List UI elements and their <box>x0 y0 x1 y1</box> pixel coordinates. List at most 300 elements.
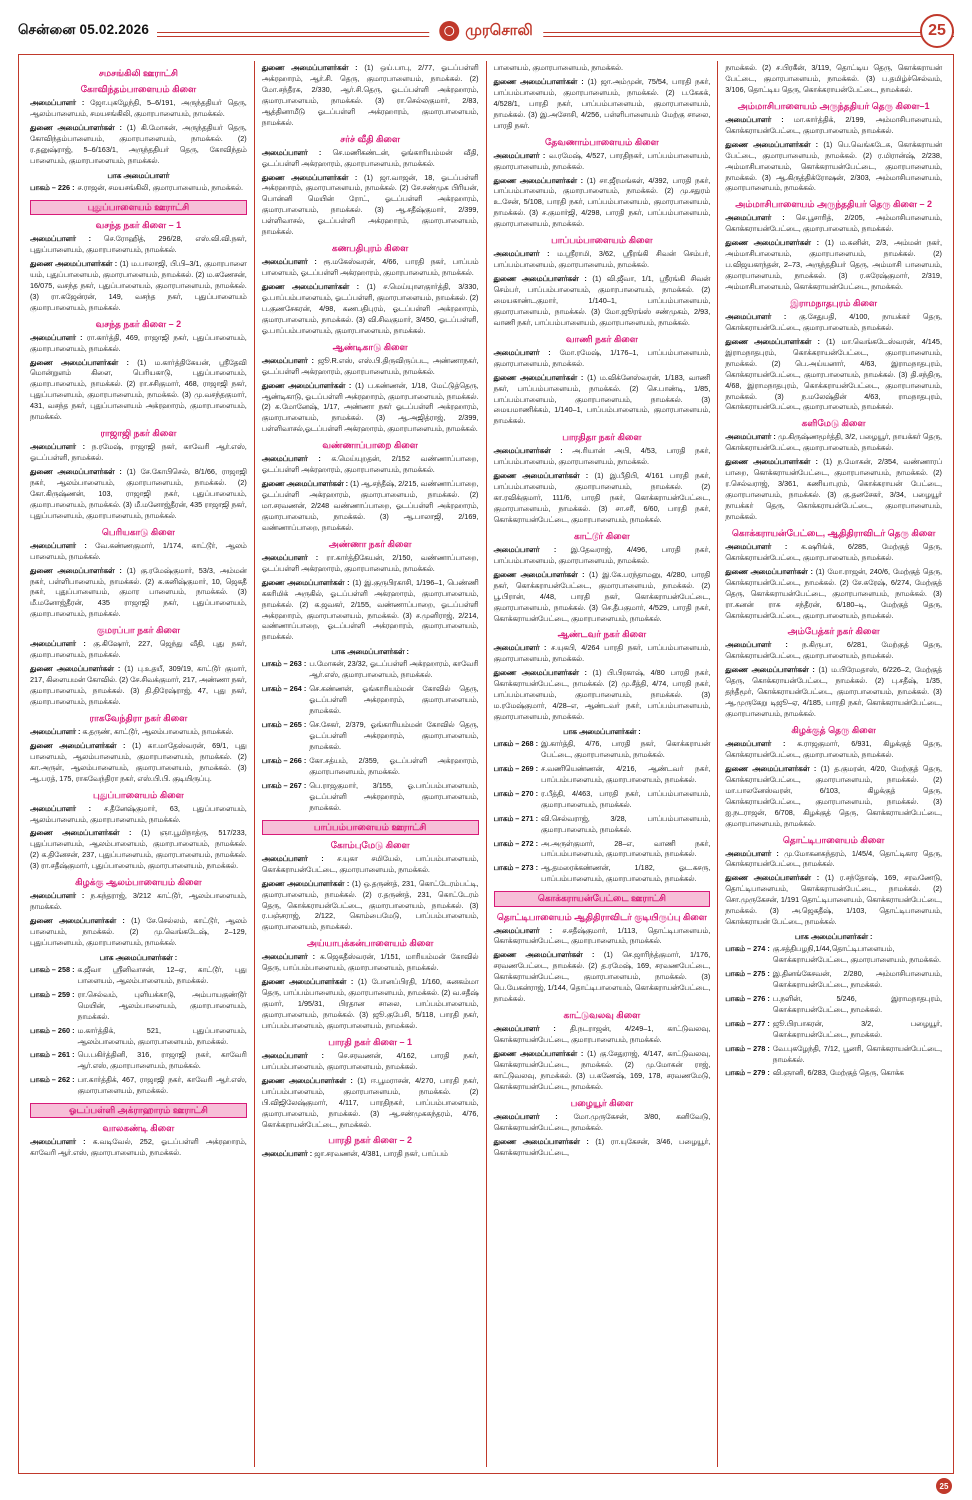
organiser-paragraph <box>725 764 942 830</box>
role-label: அமைப்பாளர் : <box>725 213 785 223</box>
organiser-text: செ.பூசாரித், 2/205, அம்மாசிபாளையம், கொக்கராயன்பேட்டை, குமாரபாளையம், நாமக்கல். <box>725 213 942 234</box>
organiser-text: (1) ஈ.பூமராசன், 4/270, பாரதி நகர், பாப்பம்பாளையம், குமாரபாளையம், நாமக்கல். (2) பி.விஜிலேஷ்குமார், 4/117, பாரதிநகர், பாப்பம்பாளையம், குமாரபாளையம், நாமக்கல். (3) ஆ.சண்முகசுந்தரம், 4/76, கொக்கராயன்பேட்டை, நாமக்கல். <box>261 1075 479 1129</box>
organiser-text: மு.கிருஷ்ணமூர்த்தி, 3/2, பழையூர், நாயக்கர் தெரு, கொக்கராயன்பேட்டை, குமாரபாளையம், நாமக்கல். <box>725 432 943 453</box>
organiser-text: ச.தீனேஷ்குமார், 63, புதுப்பாளையம், ஆலம்பாளையம், குமாரபாளையம், நாமக்கல். <box>30 803 247 824</box>
column-3 <box>486 61 718 1467</box>
organiser-text: (1) ரா.யுகேசன், 3/46, பழையூர், கொக்கராயன்பேட்டை, <box>493 1136 711 1157</box>
organiser-text: (1) செ.ஜாரிந்த்குமார், 1/176, சரவணபேட்டை, நாமக்கல். (2) த.ரமேஷ், 169, சரவணபேட்டை, கொக்கராயன்பேட்டை, குமாரபாளையம், நாமக்கல். (3) பெ.யேகன்ராஜ், 1/144, தொட்டிபாளையம், கொக்கராயன்பேட்டை, நாமக்கல். <box>493 950 711 1004</box>
organiser-paragraph <box>30 123 247 167</box>
organiser-text: (1) ப.கண்ணன், 1/18, மேட்டுத்தெரு, ஆண்டிகாடு, ஓடப்பள்ளி அக்ரஹாரம், குமாரபாளையம், நாமக்கல். (2) சு.மோனேஷ், 1/17, அண்ணா நகர் ஓடப்பள்ளி அக்ரஹாரம், குமாரபாளையம், நாமக்கல். (3) ஆ.அஜித்ராஜ், 2/399, பள்ளிவாசல்,ஓடப்பள்ளி அக்ரஹாரம், குமாரபாளையம், நாமக்கல். <box>261 380 479 434</box>
role-label: துணை அமைப்பாளர்கள் : <box>261 63 358 72</box>
organiser-paragraph <box>494 1024 711 1046</box>
role-label: துணை அமைப்பாளர்கள் : <box>493 372 584 382</box>
role-label: துணை அமைப்பாளர்கள் : <box>261 479 349 489</box>
organiser-text: இ.தேவராஜ், 4/496, பாரதி நகர், பாப்பம்பாளையம், குமாரபாளையம், நாமக்கல். <box>493 544 711 565</box>
role-label: துணை அமைப்பாளர்கள் : <box>725 457 818 467</box>
part-number-label: பாகம் – 271 : <box>493 813 539 823</box>
rising-sun-logo-icon <box>439 21 459 41</box>
part-number-label: பாகம் – 265 : <box>261 720 307 729</box>
branch-heading: வண்ணாப்பாறை கிளை <box>322 440 418 451</box>
organiser-text: (1) ஜா.வாஜன், 18, ஓடப்பள்ளி அக்ரஹாரம், குமாரபாளையம், நாமக்கல். (2) சே.சண்முக பிரியன், பொன்னி மெயின் ரோட், ஓடப்பள்ளி அக்ரஹாரம், குமாரபாளையம், நாமக்கல். (3) ஆ.சதீஷ்குமார், 2/399, பள்ளிவாசல், ஓடப்பள்ளி அக்ரஹாரம், குமாரபாளையம், நாமக்கல். <box>261 172 479 237</box>
role-label: அமைப்பாளர் : <box>30 442 86 452</box>
organiser-text: ந.கிருபா, 6/281, மேற்குத் தெரு, கொக்கராயன்பேட்டை, குமாரபாளையம், நாமக்கல். <box>725 640 942 661</box>
organiser-paragraph <box>725 849 942 871</box>
organiser-text: அ.ரியான் அபி, 4/53, பாரதி நகர், பாப்பம்பாளையம், குமாரபாளையம், நாமக்கல். <box>493 446 711 467</box>
part-organiser-entry <box>725 969 942 991</box>
organiser-paragraph <box>30 541 247 563</box>
part-organiser-name: வி.ஞானி, 6/283, மேற்குத் தெரு, கொக்க <box>772 1068 904 1078</box>
organiser-paragraph <box>262 454 479 476</box>
organiser-text: (1) இ.கே.பரந்தாமனு, 4/280, பாரதி நகர், கொக்கராயன்பேட்டை, குமாரபாளையம், நாமக்கல். (2) பூ.பிரான், 4/48, பாரதி நகர், கொக்கராயன்பேட்டை, குமாரபாளையம், நாமக்கல். (3) செ.தீபகுமார், 4/529, பாரதி நகர், கொக்கராயன்பேட்டை, குமாரபாளையம், நாமக்கல். <box>493 569 711 623</box>
sublist-heading: பாக அமைப்பாளர்கள் : <box>99 952 178 962</box>
part-number-label: பாகம் – 261 : <box>30 1050 75 1060</box>
role-label: துணை அமைப்பாளர்கள் : <box>30 258 118 268</box>
branch-heading: காட்டூர் கிளை <box>574 530 630 541</box>
role-label: அமைப்பாளர் : <box>261 853 324 863</box>
organiser-paragraph <box>262 282 479 337</box>
branch-heading: அய்யாபுக்கன்பாளையம் கிளை <box>306 938 434 949</box>
part-number-label: பாகம் – 264 : <box>261 684 307 694</box>
organiser-paragraph <box>725 665 942 720</box>
organiser-paragraph <box>494 63 711 74</box>
organiser-paragraph <box>494 471 711 526</box>
part-organiser-name: ஜூ.பிரபாகரன், 3/2, பழையூர், கொக்கராயன்பேட்டை, நாமக்கல். <box>772 1018 942 1039</box>
organiser-text: வே.கண்ணகுமார், 1/174, காட்டூர், ஆலம் பாளையம், நாமக்கல். <box>30 540 247 561</box>
part-number-label: பாகம் – 276 : <box>725 993 770 1003</box>
part-organiser-entry <box>30 1050 247 1072</box>
organiser-paragraph <box>262 257 479 279</box>
sublist-heading: பாக அமைப்பாளர் <box>107 170 170 180</box>
organiser-paragraph <box>494 643 711 665</box>
part-organiser-name: ஆ.தமரைக்கண்ணன், 1/182, ஓட.கசரு, பாப்பம்பாளையம், குமாரபாளையம், நாமக்கல். <box>541 863 711 884</box>
role-label: அமைப்பாளர் : <box>30 639 86 649</box>
sublist-heading: பாக அமைப்பாளர்கள் : <box>794 932 873 942</box>
organiser-paragraph <box>494 1049 711 1093</box>
organiser-text: செ.மணிகண்டன், ஓங்காரியம்மன் வீதி, ஓடப்பள்ளி அக்ரஹாரம், குமாரபாளையம், நாமக்கல். <box>261 147 479 168</box>
organiser-text: (1) சா.ஜீரமங்கள், 4/392, பாரதி நகர், பாப்பம்பாளையம், குமாரபாளையம், நாமக்கல். (2) மு.சதுரம் உ.சேன், 5/108, பாரதி நகர், பாப்பம்பாளையம், குமாரபாளையம், நாமக்கல். (3) ச.குமார்ஜி, 4/298, பாரதி நகர், பாப்பம்பாளையம், குமாரபாளையம், நாமக்கல். <box>493 175 711 229</box>
organiser-text: (1) ஒ.தருண்த், 231, கொட்டேரம்பட்டி, குமாரபாளையம், நாமக்கல். (2) ர.தருண்த், 231, கொட்டேரம் தெரு, கொக்கராயன்பேட்டை, குமாரபாளையம், நாமக்கல். (3) ர.பஞ்சராஜ், 2/122, கொம்பைமேடு, பாப்பம்பாளையம், குமாரபாளையம், நாமக்கல். <box>261 878 479 932</box>
organiser-paragraph <box>262 479 479 534</box>
role-label: அமைப்பாளர் : <box>493 1024 556 1034</box>
part-organiser-entry <box>725 994 942 1016</box>
part-organiser-entry <box>262 756 479 778</box>
part-organiser-name: செ.சேகர், 2/379, ஓங்காரியம்மன் கோவில் தெரு, ஓடப்பள்ளி அக்ரஹாரம், குமாரபாளையம், நாமக்கல். <box>309 720 479 751</box>
organiser-paragraph <box>494 77 711 132</box>
role-label: துணை அமைப்பாளர்கள் : <box>30 123 122 133</box>
organiser-paragraph <box>30 1137 247 1159</box>
organiser-paragraph <box>725 213 942 235</box>
part-number-label: பாகம் – 263 : <box>261 659 307 669</box>
part-organiser-name: வே.புகழேந்தி, 7/12, பூனரி, கொக்கராயன்பேட்டை, நாமக்கல். <box>772 1043 942 1064</box>
organiser-text: செ.ரோஹித், 296/28, எஸ்.வி.வி.நகர், புதுப்பாளையம், குமாரபாளையம், நாமக்கல். <box>30 234 247 254</box>
role-label: துணை அமைப்பாளர்கள் : <box>493 950 595 960</box>
role-label: துணை அமைப்பாளர்கள் : <box>493 76 584 86</box>
organiser-paragraph <box>494 348 711 370</box>
organiser-text: தி.நடராஜன், 4/249–1, காட்டுவலவு, கொக்கராயன்பேட்டை, குமாரபாளையம், நாமக்கல். <box>493 1024 711 1044</box>
organiser-paragraph <box>494 446 711 468</box>
role-label: துணை அமைப்பாளர்கள் : <box>30 828 132 838</box>
organiser-text: க.தருண், காட்டூர், ஆலம்பாளையம், நாமக்கல். <box>82 726 234 736</box>
role-label: துணை அமைப்பாளர்கள் : <box>261 282 360 291</box>
organiser-paragraph <box>725 115 942 137</box>
part-number-label: பாகம் – 258 : <box>30 964 75 974</box>
organiser-text: க.வடிவேல், 252, ஓடப்பள்ளி அக்ரஹாரம், காவேரி ஆர்.எஸ், குமாரபாளையம், நாமக்கல். <box>30 1137 247 1158</box>
role-label: துணை அமைப்பாளர்கள் : <box>493 1136 589 1146</box>
branch-heading: தொட்டிபாளையம் ஆதிதிராவிடர் குடியிருப்பு கிளை <box>496 911 707 922</box>
edition-date: சென்னை 05.02.2026 <box>18 22 157 40</box>
organiser-paragraph <box>30 358 247 424</box>
role-label: அமைப்பாளர் : <box>725 311 787 321</box>
branch-heading: கொக்கராயன்பேட்டை, ஆதிதிராவிடர் தெரு கிளை <box>731 527 936 538</box>
branch-heading: பாரதிதா நகர் கிளை <box>562 432 642 443</box>
part-organiser-entry <box>494 839 711 861</box>
role-label: துணை அமைப்பாளர்கள் : <box>493 175 584 185</box>
part-organiser-name: வி.செல்வராஜ், 3/28, பாப்பம்பாளையம், குமாரபாளையம், நாமக்கல். <box>541 813 711 834</box>
branch-heading: தொட்டிபாளையம் கிளை <box>782 834 885 845</box>
organiser-paragraph <box>262 578 479 644</box>
role-label: துணை அமைப்பாளர்கள் : <box>30 664 121 674</box>
organiser-text: வ.ரமேஷ், 4/527, பாரதிநகர், பாப்பம்பாளையம், குமாரபாளையம், நாமக்கல். <box>493 150 711 171</box>
organiser-text: ரா.கார்த்திகேயன், 2/150, வண்ணாப்பாறை, ஓடப்பள்ளி அக்ரஹாரம், குமாரபாளையம், நாமக்கல். <box>261 552 479 573</box>
organiser-text: மோ.ரமேஷ், 1/176–1, பாப்பம்பாளையம், குமாரபாளையம், நாமக்கல். <box>493 347 711 368</box>
part-number-label: பாகம் – 260 : <box>30 1025 75 1035</box>
organiser-paragraph <box>725 63 942 96</box>
organiser-text: (1) ஜா.அம்முன், 75/54, பாரதி நகர், பாப்பம்பாளையம், குமாரபாளையம், நாமக்கல். (2) ப.கேசுக், 4/528/1, பாரதி நகர், பாப்பம்பாளையம், குமாரபாளையம், நாமக்கல். (3) இ.அசோசி, 4/256, பள்ளிபாளையம் மேற்கு சாலை, பாரதி நகர். <box>493 76 711 130</box>
branch-heading: கணபதிபுரம் கிளை <box>331 243 409 254</box>
organiser-text: ம.ஸ்ரீராமி, 3/62, ஸ்ரீரங்கி சிவன் செம்பர், பாப்பம்பாளையம், குமாரபாளையம், நாமக்கல். <box>493 249 711 270</box>
branch-heading: வசந்த நகர் கிளை – 1 <box>95 220 182 231</box>
role-label: துணை அமைப்பாளர்கள் : <box>725 763 817 773</box>
role-label: அமைப்பாளர் : <box>261 257 317 267</box>
organiser-text: மு.மோகனசுந்தரம், 1/45/4, தொட்டிகார தெரு, கொக்கராயன்பேட்டை, நாமக்கல். <box>725 848 942 869</box>
role-label: அமைப்பாளர் : <box>30 726 81 736</box>
organiser-paragraph <box>30 727 247 738</box>
footer-page-number: 25 <box>936 1478 952 1494</box>
branch-heading: அண்ணா நகர் கிளை <box>328 538 412 549</box>
part-number-label: பாகம் – 279 : <box>725 1068 770 1078</box>
organiser-text: (1) ம.பாலாஜி, பி.பி–3/1, குமாரபாளை யம், புதுப்பாளையம், குமாரபாளையம், நாமக்கல். (2) ம.கணேசன், 16/075, வசந்த நகர், புதுப்பாளையம், குமாரபாளையம், நாமக்கல். (3) ரா.கஜேன்ரன், 149, வசந்த நகர், புதுப்பாளையம் குமாரபாளையம், நாமக்கல். <box>30 258 247 312</box>
role-label: அமைப்பாளர் : <box>493 643 547 653</box>
role-label: துணை அமைப்பாளர்கள் : <box>725 139 819 149</box>
role-label: அமைப்பாளர்கள் : <box>493 446 563 456</box>
role-label: துணை அமைப்பாளர்கள் : <box>725 873 820 883</box>
organiser-text: (1) பி.பிரகாஷ், 4/80 பாரதி நகர், கொக்கராயன்பேட்டை, நாமக்கல். (2) மு.சீத்தி, 4/74, பாரதி நகர், பாப்பம்பாளையம், குமாரபாளையம், நாமக்கல். (3) ம.ரமேஷ்குமார், 4/28–எ, ஆண்டவர் நகர், பாப்பம்பாளையம், குமாரபாளையம், நாமக்கல். <box>493 668 711 722</box>
role-label: துணை அமைப்பாளர்கள் : <box>30 467 122 476</box>
organiser-text: (1) வி.ஜீவா, 1/1, ஸ்ரீரங்கி சிவன் செம்பர், பாப்பம்பாளையம், குமாரபாளையம், நாமக்கல். (2) மையகாண்டகுமார், 1/140–1, பாப்பம்பாளையம், குமாரபாளையம், நாமக்கல். (3) மோ.ஜூரங்ஸ் சண்முகம், 2/93, வாணி நகர், பாப்பம்பாளையம், குமாரபாளையம், நாமக்கல். <box>493 274 711 327</box>
branch-heading: காட்டுவலவு கிளை <box>563 1010 641 1021</box>
role-label: அமைப்பாளர் : <box>30 234 92 244</box>
role-label: அமைப்பாளர் : <box>30 332 83 342</box>
organiser-paragraph <box>494 545 711 567</box>
branch-heading: வசந்த நகர் கிளை – 2 <box>95 318 182 329</box>
role-label: அமைப்பாளர் : <box>725 848 779 858</box>
organiser-text: (1) ஞா.பூமிநாத்ரு, 517/233, புதுப்பாளையம், ஆலம்பாளையம், குமாரபாளையம், நாமக்கல். (2) க.தினேசன், 237, புதுப்பாளையம், குமாரபாளையம், நாமக்கல். (3) ரா.சதீஷ்குமார், புதுப்பாளையம், குமாரபாளையம், நாமக்கல். <box>30 828 247 871</box>
organiser-paragraph <box>725 140 942 195</box>
organiser-paragraph <box>262 1076 479 1131</box>
page-number-badge: 25 <box>920 14 954 48</box>
part-number-label: பாகம் – 273 : <box>493 863 539 873</box>
part-organiser-name: பா.கார்த்திக், 467, ராஜாஜி நகர், காவேரி ஆர்.எஸ், குமாரபாளையம், நாமக்கல். <box>77 1075 247 1096</box>
organiser-paragraph <box>30 234 247 256</box>
role-label: அமைப்பாளர் : <box>30 540 87 550</box>
branch-heading: ராஜாஜி நகர் கிளை <box>100 428 177 439</box>
organiser-paragraph <box>494 176 711 231</box>
part-organiser-entry <box>262 659 479 681</box>
branch-heading: ராகவேந்திரா நகர் கிளை <box>89 712 188 723</box>
role-label: துணை அமைப்பாளர்கள் : <box>725 566 813 576</box>
organiser-text: க.ஷரிங்க், 6/285, மேற்குத் தெரு, கொக்கராயன்பேட்டை, குமாரபாளையம், நாமக்கல். <box>725 541 942 562</box>
organiser-paragraph <box>725 337 942 414</box>
part-organiser-entry <box>494 764 711 786</box>
part-number-label: பாகம் – 262 : <box>30 1075 75 1085</box>
organiser-text: ச.சதீஷ்குமார், 1/113, தொட்டிபாளையம், கொக்கராயன்பேட்டை, குமாரபாளையம், நாமக்கல். <box>493 925 711 946</box>
part-number-label: பாகம் – 277 : <box>725 1018 770 1028</box>
organiser-paragraph <box>30 333 247 355</box>
role-label: துணை அமைப்பாளர்கள் : <box>261 577 350 587</box>
part-organiser-name: செ.கண்ணன், ஓங்காரியம்மன் கோவில் தெரு, ஓடப்பள்ளி அக்ரஹாரம், குமாரபாளையம், நாமக்கல். <box>309 684 479 716</box>
organiser-text: (1) பெ.வெங்கடேசு, கொக்கராயன் பேட்டை, குமாரபாளையம், நாமக்கல். (2) ர.மிரான்ஷ், 2/238, அம்மாசிபாளையம், கொக்கராயன்பேட்டை, குமாரபாளையம், நாமக்கல். (3) ஆ.கிருத்திக்ரோஷன், 2/303, அம்மாசிபாளையம், குமாரபாளையம், நாமக்கல். <box>725 139 942 193</box>
masthead <box>18 14 954 48</box>
part-organiser-name: ர.பீத்தி, 4/463, பாரதி நகர், பாப்பம்பாளையம், குமாரபாளையம், நாமக்கல். <box>541 788 711 809</box>
role-label: துணை அமைப்பாளர்கள் : <box>725 665 815 675</box>
organiser-paragraph <box>262 356 479 378</box>
organiser-text: (1) ர.சந்தோஷ், 169, சரவணேடு, தொட்டிபாளையம், கொக்கராயன்பேட்டை, நாமக்கல். (2) சொ.முருகேசன், 1/191 தொட்டிபாளையம், கொக்கராயன்பேட்டை, நாமக்கல். (3) அ.ஜெகதீஷ், 1/103, தொட்டிபாளையம், கொக்கராயன் பேட்டை, நாமக்கல். <box>725 873 942 927</box>
part-organiser-name: பெ.ராஜகுமார், 3/155, ஓ.பாப்பம்பாளையம், ஓடப்பள்ளி அக்ரஹாரம், குமாரபாளையம், நாமக்கல். <box>309 780 479 812</box>
part-organiser-name: கு.சத்திபழநி,1/44,தொட்டிபாளையம், கொக்கராயன்பேட்டை, குமாரபாளையம், நாமக்கல். <box>772 944 941 964</box>
role-label: அமைப்பாளர் : <box>261 454 321 464</box>
organiser-paragraph <box>262 977 479 1032</box>
role-label: அமைப்பாளர் : <box>493 249 550 259</box>
organiser-paragraph <box>494 950 711 1005</box>
part-organiser-entry <box>30 1026 247 1048</box>
part-organiser-name: ப.மோகன், 23/32, ஓடப்பள்ளி அக்ரஹாரம், காவேரி ஆர்.எஸ், குமாரபாளையம், நாமக்கல். <box>309 659 479 680</box>
role-label: துணை அமைப்பாளர்கள் : <box>261 380 352 390</box>
part-organiser-name: ப.நளின், 5/246, இராமநாதபுரம், கொக்கராயன்பேட்டை, நாமக்கல். <box>772 993 942 1014</box>
branch-heading: ஆண்டவர் நகர் கிளை <box>557 629 647 640</box>
organiser-text: (1) போனப்பிரதி, 1/160, கனகம்மா தெரு, பாப்பம்பாளையம், குமாரபாளையம், நாமக்கல். (2) வ.சதீஷ் குமார், 1/95/31, பிரதான சாலை, பாப்பம்பாளையம், குமாரபாளையம், நாமக்கல். (3) ஜூ.குபேசி, 5/118, பாரதி நகர், பாப்பம்பாளையம், குமாரபாளையம், நாமக்கல். <box>261 977 479 1030</box>
columns-frame <box>18 54 954 1474</box>
branch-heading: அம்மாசிபாளையம் அருந்ததியர் தெரு கிளை–1 <box>737 100 930 111</box>
part-organiser-entry <box>494 863 711 885</box>
organiser-text: (1) கா.மாதேஸ்வரன், 69/1, புது பாளையம், ஆலம்பாளையம், குமாரபாளையம், நாமக்கல். (2) கா.அருள், ஆலம்பாளையம், குமாரபாளையம், நாமக்கல். (3) ஆ.பரத், 175, ராகவேந்திரா நகர், எஸ்.பி.பி. குடியிருப்பு. <box>30 740 247 783</box>
organiser-paragraph <box>725 312 942 334</box>
part-organiser-name: ச.ராஜன், சமயசங்கிலி, குமாரபாளையம், நாமக்கல். <box>77 182 244 192</box>
role-label: அமைப்பாளர் : <box>261 355 314 365</box>
organiser-text: (1) ம.பிரேமதாஸ், 6/226–2, மேற்குத் தெரு, கொக்கராயன்பேட்டை, நாமக்கல். (2) பு.சதீஷ், 1/35, தந்தீமூர், கொக்கராயன்பேட்டை, குமாரபாளையம், நாமக்கல். (3) ஆ.முருகேறு டிஜூ–ஏ, 4/185, பாரதி நகர், கொக்கராயன்பேட்டை, குமாரபாளையம், நாமக்கல். <box>725 665 943 719</box>
role-label: அமைப்பாளர் : <box>493 925 553 935</box>
part-number-label: பாகம் – 269 : <box>493 763 539 773</box>
ward-heading-boxed: புதுப்பாளையம் ஊராட்சி <box>30 200 247 215</box>
organiser-text: (1) சே.செல்லம், காட்டூர், ஆலம் பாளையம், நாமக்கல். (2) மு.வெங்கடேஷ், 2–129, புதுப்பாளையம், குமாரபாளையம், நாமக்கல். <box>30 916 247 947</box>
branch-heading: வாலகண்டி கிளை <box>102 1123 175 1134</box>
organiser-paragraph <box>30 804 247 826</box>
organiser-paragraph <box>262 148 479 170</box>
part-organiser-name: அ.அருள்குமார், 28–எ, வாணி நகர், பாப்பம்பாளையம், குமாரபாளையம், நாமக்கல். <box>541 838 711 859</box>
organiser-text: (1) மா.வெங்கடேஸ்வரன், 4/145, இராமநாதபுரம், கொக்கராயன்பேட்டை, குமாரபாளையம், நாமக்கல். (2) பெ.அய்யனார், 4/63, இராமநாதபுரம், கொக்கராயன்பேட்டை, குமாரபாளையம், நாமக்கல். (3) தி.சந்திரு, 4/68, இராமநாதபுரம், கொக்கராயன்பேட்டை, குமாரபாளையம், நாமக்கல். (3) ந.மலேஷ்தின் 4/63, ராமநாதபுரம், கொக்கராயன்பேட்டை, குமாரபாளையம், நாமக்கல். <box>725 336 942 412</box>
role-label: அமைப்பாளர் : <box>261 1149 313 1159</box>
organiser-paragraph <box>494 373 711 428</box>
organiser-text: (1) சே.கோபிசெல், 8/1/66, ராஜாஜி நகர், ஆலம்பாளையம், குமாரபாளையம், நாமக்கல். (2) கோ.கிருஷ்ணன், 103, ராஜாஜி நகர், புதுப்பாளையம், குமாரபாளையம், நாமக்கல். (3) மீ.மனோஜ்தீரன், 435 ராஜாஜி நகர், புதுப்பாளையம், குமாரபாளையம், நாமக்கல். <box>30 467 247 520</box>
part-organiser-name: இ.தினங்கேசவன், 2/280, அம்மாசிபாளையம், கொக்கராயன்பேட்டை, நாமக்கல். <box>772 968 942 989</box>
organiser-paragraph <box>494 570 711 625</box>
organiser-text: ஜோ.புகழேந்தி, 5–6/191, அருந்ததியர் தெரு, ஆலம்பாளையம், சமயசங்கிலி, குமாரபாளையம், நாமக்கல். <box>30 98 247 119</box>
organiser-paragraph <box>30 639 247 661</box>
part-organiser-entry <box>30 965 247 987</box>
part-number-label: பாகம் – 275 : <box>725 968 770 978</box>
role-label: துணை அமைப்பாளர்கள் : <box>30 740 126 750</box>
organiser-text: (1) ச.மெய்யுாளகுார்த்தி, 3/330, ஓ.பாப்பம்பாளையம், ஓடப்பள்ளி, குமாரபாளையம், நாமக்கல். (2) ப.குணசேகரன், 4/98, கணபதிபுரம், ஓடப்பள்ளி அக்ரஹாரம், குமாரபாளையம், நாமக்கல். (3) வி.சிவகுமார், 3/450, ஓடப்பள்ளி, ஓ.பாப்பம்பாளையம், குமாரபாளையம், நாமக்கல். <box>261 282 479 335</box>
part-organiser-name: ரா.செல்வம், புளியக்காடு, அம்பாயகுண்டூர் மெயின், ஆலம்பாளையம், குமாரபாளையம், நாமக்கல். <box>77 989 247 1021</box>
organiser-text: மோ.முருகேசன், 3/80, கனிவேடு, கொக்கராயன்பேட்டை, நாமக்கல். <box>493 1111 711 1132</box>
organiser-text: (1) ம.விக்னேஸ்வரன், 1/183, வாணி நகர், பாப்பம்பாளையம், நாமக்கல். (2) செ.பாண்டி, 1/85, பாப்பம்பாளையம், குமாரபாளையம், நாமக்கல். (3) மையமாணிக்கம், 1/140–1, பாப்பம்பாளையம், குமாரபாளையம், நாமக்கல். <box>493 372 711 426</box>
branch-heading: தேவணாம்பாளையம் கிளை <box>544 136 659 147</box>
column-1 <box>23 61 254 1467</box>
role-label: துணை அமைப்பாளர்கள் : <box>30 357 129 367</box>
part-number-label: பாகம் – 272 : <box>493 838 539 848</box>
organiser-text: ஜா.சரவணன், 4/381, பாரதி நகர், பாப்பம் <box>314 1149 448 1159</box>
organiser-paragraph <box>262 381 479 436</box>
organiser-paragraph <box>262 63 479 129</box>
role-label: துணை அமைப்பாளர்கள் : <box>725 336 820 346</box>
organiser-text: (1) பு.உதயீ, 309/19, காட்டூர் குமார், 217, கிளையமன் கோவில். (2) சே.சிவக்குமார், 217, அண்ணா நகர், குமாரபாளையம், நாமக்கல். (3) தி.திரேஷ்ராஜ், 47, புது நகர், குமாரபாளையம், நாமக்கல். <box>30 664 247 706</box>
part-organiser-entry <box>262 684 479 717</box>
organiser-text: (1) ஒய்.பாபு, 2/77, ஓடப்பள்ளி அக்ரஹாரம், ஆர்.சி. தெரு, குமாரபாளையம், நாமக்கல். (2) மோ.சந்தீரசு, 2/330, ஆர்.சி.தெரு, ஓடப்பள்ளி அக்ரஹாரம், குமாரபாளையம், நாமக்கல். (3) ரா.செல்லகுமார், 2/83, ஆத்தினாமீடு ஓடப்பள்ளி அக்ரஹாரம், குமாரபாளையம், நாமக்கல். <box>261 63 479 127</box>
organiser-text: ஜூ.R.எஸ், எஸ்.பி.திருவிருப்பட, அண்ணாநகர், ஓடப்பள்ளி அக்ரஹாரம், குமாரபாளையம், நாமக்கல். <box>261 355 479 376</box>
organiser-text: க.ஜெகதீஸ்வரன், 1/151, மாரியம்மன் கோவில் தெரு, பாப்பம்பாளையம், குமாரபாளையம், நாமக்கல். <box>261 952 479 973</box>
role-label: அமைப்பாளர் : <box>725 114 784 124</box>
part-organiser-name: பெ.பகிர்த்தினி, 316, ராஜாஜி நகர், காவேரி ஆர்.எஸ், குமாரபாளையம், நாமக்கல். <box>77 1050 247 1071</box>
role-label: அமைப்பாளர் : <box>261 952 316 962</box>
organiser-paragraph <box>262 553 479 575</box>
part-organiser-entry <box>30 1075 247 1097</box>
branch-heading: இராமநாதபுரம் கிளை <box>790 297 878 308</box>
part-organiser-entry <box>494 739 711 761</box>
organiser-paragraph <box>494 151 711 173</box>
organiser-paragraph <box>494 274 711 329</box>
organiser-paragraph <box>262 1149 479 1160</box>
part-number-label: பாகம் – 278 : <box>725 1043 770 1053</box>
part-number-label: பாகம் – 267 : <box>261 780 307 790</box>
organiser-paragraph <box>725 873 942 928</box>
publication-name: முரசொலி <box>465 21 533 39</box>
part-number-label: பாகம் – 259 : <box>30 989 75 999</box>
role-label: துணை அமைப்பாளர்கள் : <box>261 172 358 182</box>
part-organiser-name: ம.கார்த்திக், 521, புதுப்பாளையம், ஆலம்பாளையம், குமாரபாளையம், நாமக்கல். <box>77 1025 247 1046</box>
ward-heading-boxed: கொக்கராயன்பேட்டை ஊராட்சி <box>494 891 711 906</box>
branch-heading: அம்பேத்கர் நகர் கிளை <box>787 626 880 637</box>
organiser-paragraph <box>725 432 942 454</box>
part-organiser-name: ச.வணியெண்ணன், 4/216, ஆண்டவர் நகர், பாப்பம்பாளையம், குமாரபாளையம், நாமக்கல். <box>541 763 711 784</box>
organiser-paragraph <box>725 542 942 564</box>
part-organiser-entry <box>262 781 479 814</box>
role-label: அமைப்பாளர் : <box>30 891 85 901</box>
branch-heading: புதுப்பாளையம் கிளை <box>93 789 184 800</box>
branch-heading: பாரதி நகர் கிளை – 2 <box>328 1135 412 1146</box>
organiser-text: நாமக்கல். (2) ச.பிரகீன், 3/119, தொட்டிய தெரு, கொக்கராயன் பேட்டை, குமாரபாளையம், நாமக்கல். (3) ப.தமிழ்ச்செல்வம், 3/106, தொட்டிய தெரு, கொக்கராயன்பேட்டை, நாமக்கல். <box>725 63 942 94</box>
organiser-text: (1) ம.கனின், 2/3, அம்மன் நகர், அம்மாசிபாளையம், குமாரபாளையம், நாமக்கல். (2) ப.விஜயகாந்தன், 2–73, அருந்ததியர் தெரு, அம்மாசி பாளையம், குமாரபாளையம், நாமக்கல். (3) ர.சுரேஷ்குமார், 2/319, அம்மாசிபாளையம், கொக்கராயன்பேட்டை, நாமக்கல். <box>725 238 943 291</box>
branch-heading: கோம்புமேடு கிளை <box>330 839 410 850</box>
organiser-paragraph <box>262 879 479 934</box>
part-organiser-entry <box>494 814 711 836</box>
organiser-text: க.மெய்யுறதன், 2/152 வண்ணாப்பாறை, ஓடப்பள்ளி அக்ரஹாரம், குமாரபாளையம், நாமக்கல். <box>261 454 479 475</box>
part-organiser-entry <box>494 789 711 811</box>
part-organiser-name: கோ.சத்யம், 2/359, ஓடப்பள்ளி அக்ரஹாரம், குமாரபாளையம், நாமக்கல். <box>309 755 479 776</box>
organiser-paragraph <box>494 1112 711 1134</box>
part-organiser-entry <box>725 1044 942 1066</box>
part-number-label: பாகம் – 226 : <box>30 182 75 192</box>
organiser-text: மா.கார்த்திக், 2/199, அம்மாசிபாளையம், கொக்கராயன்பேட்டை, குமாரபாளையம், நாமக்கல். <box>725 114 942 135</box>
organiser-text: (1) த.குமரன், 4/20, மேற்குத் தெரு, கொக்கராயன்பேட்டை, குமாரபாளையம், நாமக்கல். (2) மா.பாலனேஸ்வரன், 6/103, கிழக்குத் தெரு, கொக்கராயன்பேட்டை, குமாரபாளையம், நாமக்கல். (3) ஐ.நடராஜன், 6/708, கிழக்குத் தெரு, கொக்கராயன்பேட்டை, குமாரபாளையம், நாமக்கல். <box>725 763 942 828</box>
organiser-text: (1) ஆ.சந்தீஷ், 2/215, வண்ணாப்பாறை, ஓடப்பள்ளி அக்ரஹாரம், குமாரபாளையம், நாமக்கல். (2) மா.சரவணன், 2/248 வண்ணாப்பாறை, ஓடப்பள்ளி அக்ரஹாரம், குமாரபாளையம், நாமக்கல். (3) ஆ.பாலாஜி, 2/169, வண்ணாப்பாறை, நாமக்கல். <box>261 479 479 532</box>
organiser-paragraph <box>725 238 942 293</box>
role-label: அமைப்பாளர் : <box>725 541 788 551</box>
organiser-paragraph <box>494 668 711 723</box>
organiser-text: (1) இ.பீதிபி, 4/161 பாரதி நகர், பாப்பம்பாளையம், குமாரபாளையம், நாமக்கல். (2) கா.ரவிக்குமார், 111/6, பாரதி நகர், கொக்கராயன்பேட்டை, குமாரபாளையம், நாமக்கல். (3) சா.சரீ, 6/60, பாரதி நகர், கொக்கராயன்பேட்டை, குமாரபாளையம், நாமக்கல். <box>493 471 711 524</box>
organiser-text: கு.சேதுபதி, 4/100, நாயக்கர் தெரு, கொக்கராயன்பேட்டை, குமாரபாளையம், நாமக்கல். <box>725 311 942 332</box>
branch-heading: பாரதி நகர் கிளை – 1 <box>328 1036 412 1047</box>
role-label: துணை அமைப்பாளர்கள் : <box>30 565 122 575</box>
branch-heading: குமரப்பா நகர் கிளை <box>96 625 180 636</box>
branch-heading: சர்ச் வீதி கிளை <box>340 133 400 144</box>
part-organiser-entry <box>725 1068 942 1079</box>
branch-heading: ஆண்டிகாடு கிளை <box>332 341 408 352</box>
organiser-text: (1) இ.குருபிரகாசி, 1/196–1, பெண்ணி ககரிமிக் அருகில், ஓடப்பள்ளி அக்ரஹாரம், குமாரபாளையம், நாமக்கல். (2) க.ஜவகர், 2/155, வண்ணாப்பாறை, ஓடப்பள்ளி அக்ரஹாரம், குமாரபாளையம், நாமக்கல். (3) ச.முனிராஜ், 2/214, வண்ணாப்பாறை, ஓடப்பள்ளி அக்ரஹாரம், குமாரபாளையம், நாமக்கல். <box>261 577 479 642</box>
role-label: அமைப்பாளர் : <box>261 1050 324 1060</box>
branch-heading: பழையூர் கிளை <box>570 1097 634 1108</box>
organiser-paragraph <box>262 952 479 974</box>
role-label: அமைப்பாளர் : <box>261 552 319 562</box>
organiser-text: ந.ரமேஷ், ராஜாஜி நகர், காவேரி ஆர்.எஸ், ஓடப்பள்ளி, நாமக்கல். <box>30 442 247 463</box>
organiser-paragraph <box>30 916 247 949</box>
role-label: அமைப்பாளர் : <box>261 147 322 157</box>
organiser-paragraph <box>725 640 942 662</box>
organiser-paragraph <box>494 249 711 271</box>
role-label: அமைப்பாளர் : <box>725 739 786 748</box>
organiser-text: (1) மோ.ராஜன், 240/6, மேற்குத் தெரு, கொக்கராயன்பேட்டை, நாமக்கல். (2) சே.சுரேஷ், 6/274, மேற்குத் தெரு, கொக்கராயன்பேட்டை, குமாரபாளையம், நாமக்கல். (3) ரா.கனன் ராசு சந்தீரன், 6/180–டி, மேற்குத் தெரு, கொக்கராயன்பேட்டை, குமாரபாளையம், நாமக்கல். <box>725 566 943 620</box>
organiser-paragraph <box>30 566 247 621</box>
organiser-paragraph <box>494 926 711 948</box>
organiser-text: ச.யுகபி, 4/264 பாரதி நகர், பாப்பம்பாளையம், குமாரபாளையம், நாமக்கல். <box>493 643 711 664</box>
organiser-paragraph <box>262 854 479 876</box>
organiser-paragraph <box>30 664 247 708</box>
branch-heading: பெரியகாடு கிளை <box>101 526 175 537</box>
branch-heading: பாப்பம்பாளையம் கிளை <box>551 235 653 246</box>
branch-heading: களிமேடு கிளை <box>801 418 866 429</box>
organiser-paragraph <box>30 828 247 872</box>
organiser-text: க.ராஜகுமார், 6/931, கிழக்குத் தெரு, கொக்கராயன்பேட்டை, குமாரபாளையம், நாமக்கல். <box>725 739 942 759</box>
branch-heading: கோவிந்தம்பாளையம் கிளை <box>80 84 197 95</box>
column-4 <box>717 61 949 1467</box>
organiser-text: பாளையம், குமாரபாளையம், நாமக்கல். <box>493 63 624 72</box>
organiser-text: ச.யுகா சமியேல், பாப்பம்பாளையம், கொக்கராயன்பேட்டை, குமாரபாளையம், நாமக்கல். <box>261 853 479 874</box>
part-organiser-entry <box>30 183 247 194</box>
organiser-text: ந.கந்தராஜ், 3/212 காட்டூர், ஆலம்பாளையம், நாமக்கல். <box>30 891 247 912</box>
organiser-paragraph <box>30 442 247 464</box>
organiser-text: (1) கி.மோகன், அருந்ததியர் தெரு, கோவிந்தம்பாளையம், குமாரபாளையம், நாமக்கல். (2) ர.தனுஷ்ராஜ், 5–6/163/1, அருந்ததியர் தெரு, கோவிந்தம் பாளையம், குமாரபாளையம், நாமக்கல். <box>30 123 247 165</box>
organiser-text: (1) கு.ரமேஷ்குமார், 53/3, அம்மன் நகர், பள்ளிபாளையம், நாமக்கல். (2) க.கனிஷ்குமார், 10, ஜெகதீ நகர், புதுப்பாளையம், குமார பாளையம், நாமக்கல். (3) மீ.மனோஜ்தீரன், 435 ராஜாஜி நகர், புதுப்பாளையம், குமாரபாளையம், நாமக்கல். <box>30 565 247 619</box>
organiser-paragraph <box>30 741 247 785</box>
branch-heading: வாணி நகர் கிளை <box>565 333 638 344</box>
role-label: அமைப்பாளர் : <box>493 544 557 554</box>
organiser-paragraph <box>494 1137 711 1159</box>
organiser-text: (1) ந.மோகன், 2/354, வண்ணாரப் பாறை, கொக்கராயன்பேட்டை, குமாரபாளையம், நாமக்கல். (2) ர.செல்வராஜ், 3/361, கணியாபுரம், கொக்கராயன் பேட்டை, குமாரபாளையம், நாமக்கல். (3) கு.தனசேகர், 3/34, பழையூர் நாயக்கர் தெரு, கொக்கராயன்பேட்டை, குமாரபாளையம், நாமக்கல். <box>725 457 943 521</box>
role-label: அமைப்பாளர் : <box>493 1111 558 1121</box>
role-label: துணை அமைப்பாளர்கள் : <box>493 668 587 678</box>
organiser-paragraph <box>30 891 247 913</box>
role-label: துணை அமைப்பாளர்கள் : <box>493 569 585 579</box>
role-label: துணை அமைப்பாளர்கள் : <box>493 471 589 481</box>
role-label: அமைப்பாளர் : <box>493 347 551 357</box>
